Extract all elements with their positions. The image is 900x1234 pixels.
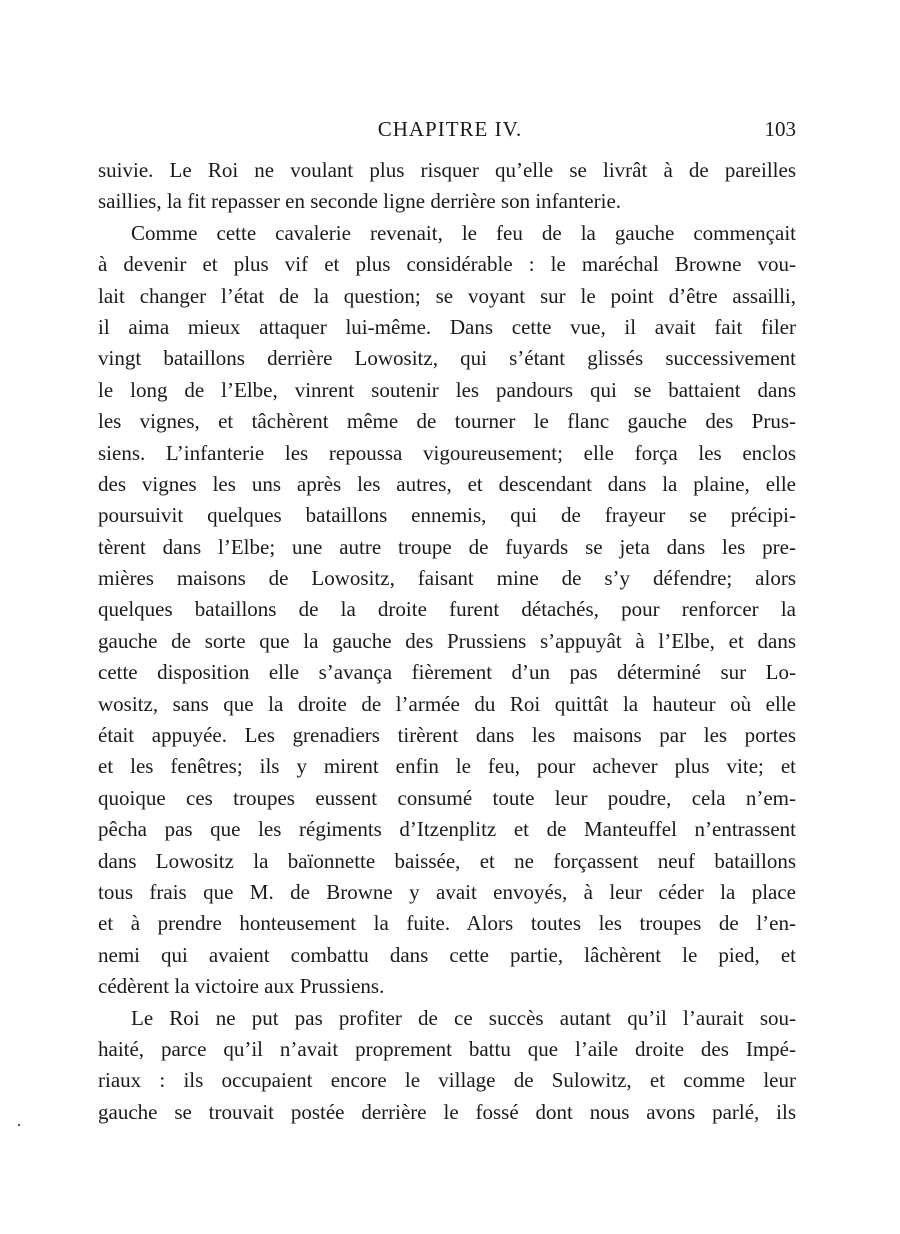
paragraph-sulowitz xyxy=(98,1003,796,1129)
text-line: tèrent dans l’Elbe; une autre troupe de fuyards se jeta dans les pre- xyxy=(98,534,796,559)
text-line: poursuivit quelques bataillons ennemis, qui de frayeur se précipi- xyxy=(98,503,796,528)
text-line: lait changer l’état de la question; se voyant sur le point d’être assailli, xyxy=(98,283,796,308)
text-line: cette disposition elle s’avança fièrement d’un pas déterminé sur Lo- xyxy=(98,660,796,685)
text-line: nemi qui avaient combattu dans cette partie, lâchèrent le pied, et xyxy=(98,942,796,967)
text-line: haité, parce qu’il n’avait proprement battu que l’aile droite des Impé- xyxy=(98,1036,796,1061)
text-line: suivie. Le Roi ne voulant plus risquer qu’elle se livrât à de pareilles xyxy=(98,158,796,182)
text-line: vingt bataillons derrière Lowositz, qui s’étant glissés successivement xyxy=(98,346,796,371)
text-line: à devenir et plus vif et plus considérable : le maréchal Browne vou- xyxy=(98,252,796,277)
text-line: mières maisons de Lowositz, faisant mine de s’y défendre; alors xyxy=(98,566,796,591)
text-line: riaux : ils occupaient encore le village de Sulowitz, et comme leur xyxy=(98,1068,796,1093)
paragraph-continuation xyxy=(98,155,796,218)
text-line: tous frais que M. de Browne y avait envoyés, à leur céder la place xyxy=(98,879,796,904)
chapter-title: CHAPITRE IV. xyxy=(377,117,523,141)
text-line: pêcha pas que les régiments d’Itzenplitz et de Manteuffel n’entrassent xyxy=(98,817,796,842)
text-line: wositz, sans que la droite de l’armée du Roi quittât la hauteur où elle xyxy=(98,691,796,716)
text-line: quoique ces troupes eussent consumé toute leur poudre, cela n’em- xyxy=(98,785,796,810)
text-line: les vignes, et tâchèrent même de tourner le flanc gauche des Prus- xyxy=(98,409,796,434)
text-line: Le Roi ne put pas profiter de ce succès autant qu’il l’aurait sou- xyxy=(131,1005,796,1030)
text-line: des vignes les uns après les autres, et descendant dans la plaine, elle xyxy=(98,471,796,496)
text-line: quelques bataillons de la droite furent détachés, pour renforcer la xyxy=(98,597,796,622)
text-line: était appuyée. Les grenadiers tirèrent dans les maisons par les portes xyxy=(98,723,796,748)
paragraph-battle-lowositz xyxy=(98,218,796,1003)
text-line: gauche de sorte que la gauche des Prussiens s’appuyât à l’Elbe, et dans xyxy=(98,628,796,653)
text-line: gauche se trouvait postée derrière le fossé dont nous avons parlé, ils xyxy=(98,1099,796,1124)
text-line: dans Lowositz la baïonnette baissée, et ne forçassent neuf bataillons xyxy=(98,848,796,873)
text-line: il aima mieux attaquer lui-même. Dans cette vue, il avait fait filer xyxy=(98,314,796,339)
page-number: 103 xyxy=(764,117,796,141)
text-line: siens. L’infanterie les repoussa vigoureusement; elle força les enclos xyxy=(98,440,796,465)
running-head xyxy=(0,114,900,144)
text-line: et à prendre honteusement la fuite. Alors toutes les troupes de l’en- xyxy=(98,911,796,936)
margin-speck xyxy=(18,1124,20,1126)
text-line: Comme cette cavalerie revenait, le feu de la gauche commençait xyxy=(131,220,796,245)
body-text xyxy=(98,155,796,1128)
text-line: cédèrent la victoire aux Prussiens. xyxy=(98,974,385,999)
text-line: le long de l’Elbe, vinrent soutenir les pandours qui se battaient dans xyxy=(98,377,796,402)
text-line: saillies, la fit repasser en seconde ligne derrière son infanterie. xyxy=(98,189,622,214)
text-line: et les fenêtres; ils y mirent enfin le feu, pour achever plus vite; et xyxy=(98,754,796,779)
